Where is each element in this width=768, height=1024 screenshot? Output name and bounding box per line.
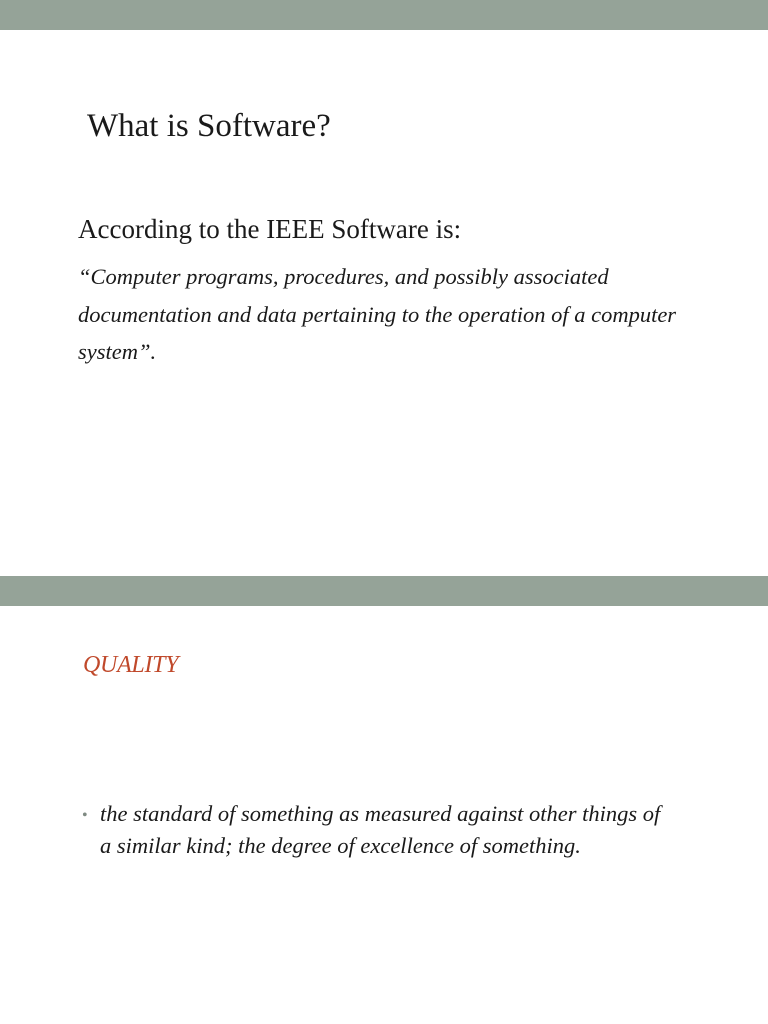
bullet-text: the standard of something as measured against other things of a similar kind; the degree of excellence of something. (100, 801, 661, 858)
slide-top-bar (0, 576, 768, 606)
ieee-definition-quote: “Computer programs, procedures, and possibly associated documentation and data pertaining to the operation of a computer system”. (78, 264, 677, 364)
slide-title: What is Software? (87, 108, 331, 144)
bullet-item (82, 798, 662, 861)
bullet-list (82, 798, 662, 861)
slide-lead-text: According to the IEEE Software is: (78, 214, 462, 244)
slide-quality (0, 576, 768, 1024)
quality-heading: QUALITY (83, 652, 179, 678)
bullet-dot-icon: • (82, 807, 88, 824)
slide-top-bar (0, 0, 768, 30)
